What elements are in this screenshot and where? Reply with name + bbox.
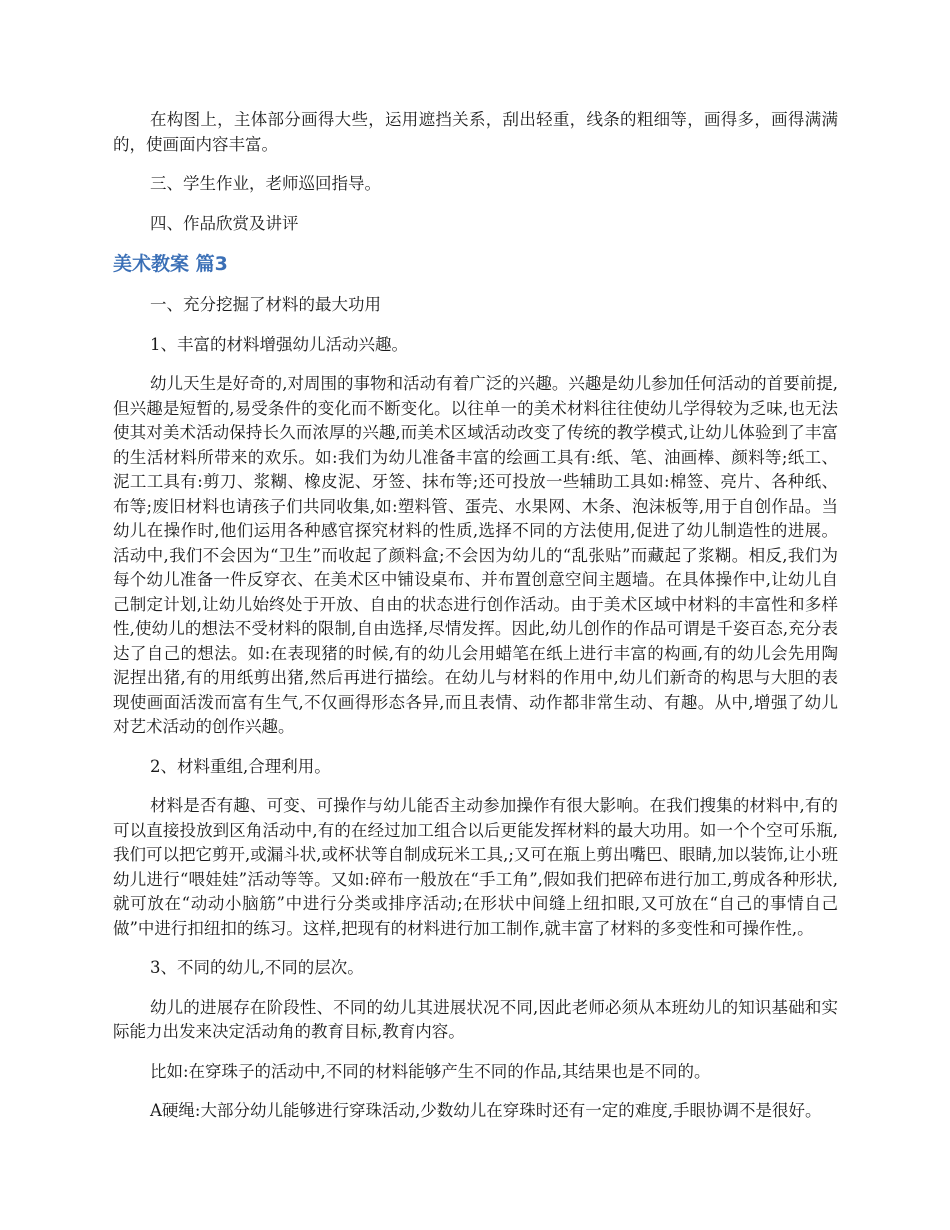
section-heading: 美术教案 篇3	[113, 253, 228, 275]
paragraph-body-3: 幼儿的进展存在阶段性、不同的幼儿其进展状况不同,因此老师必须从本班幼儿的知识基础和实际能力出发来决定活动角的教育目标,教育内容。	[113, 997, 838, 1041]
paragraph-point-one: 一、充分挖掘了材料的最大功用	[150, 295, 381, 314]
paragraph-subpoint-3: 3、不同的幼儿,不同的层次。	[150, 958, 364, 977]
paragraph-example: 比如:在穿珠子的活动中,不同的材料能够产生不同的作品,其结果也是不同的。	[150, 1061, 711, 1081]
paragraph-body-1: 幼儿天生是好奇的,对周围的事物和活动有着广泛的兴趣。兴趣是幼儿参加任何活动的首要前提,但兴趣是短暂的,易受条件的变化而不断变化。以往单一的美术材料往往使幼儿学得较为乏味,也无法使其对美术活动保持长久而浓厚的兴趣,而美术区域活动改变了传统的教学模式,让幼儿体验到了丰富的生活材料所带来的欢乐。如:我们为幼儿准备丰富的绘画工具有:纸、笔、油画棒、颜料等;纸工、泥工工具有:剪刀、浆糊、橡皮泥、牙签、抹布等;还可投放一些辅助工具如:棉签、亮片、各种纸、布等;废旧材料也请孩子们共同收集,如:塑料管、蛋壳、水果网、木条、泡沫板等,用于自创作品。当幼儿在操作时,他们运用各种感官探究材料的性质,选择不同的方法使用,促进了幼儿制造性的进展。活动中,我们不会因为“卫生”而收起了颜料盒;不会因为幼儿的“乱张贴”而藏起了浆糊。相反,我们为每个幼儿准备一件反穿衣、在美术区中铺设桌布、并布置创意空间主题墙。在具体操作中,让幼儿自己制定计划,让幼儿始终处于开放、自由的状态进行创作活动。由于美术区域中材料的丰富性和多样性,使幼儿的想法不受材料的限制,自由选择,尽情发挥。因此,幼儿创作的作品可谓是千姿百态,充分表达了自己的想法。如:在表现猪的时候,有的幼儿会用蜡笔在纸上进行丰富的构画,有的幼儿会先用陶泥捏出猪,有的用纸剪出猪,然后再进行描绘。在幼儿与材料的作用中,幼儿们新奇的构思与大胆的表现使画面活泼而富有生气,不仅画得形态各异,而且表情、动作都非常生动、有趣。从中,增强了幼儿对艺术活动的创作兴趣。	[113, 374, 838, 736]
paragraph-composition: 在构图上，主体部分画得大些，运用遮挡关系，刮出轻重，线条的粗细等，画得多，画得满满的，使画面内容丰富。	[113, 110, 838, 154]
document-page	[113, 108, 838, 1139]
paragraph-subpoint-2: 2、材料重组,合理利用。	[150, 756, 331, 776]
paragraph-step-four: 四、作品欣赏及讲评	[150, 213, 299, 233]
paragraph-body-2: 材料是否有趣、可变、可操作与幼儿能否主动参加操作有很大影响。在我们搜集的材料中,有的可以直接投放到区角活动中,有的在经过加工组合以后更能发挥材料的最大功用。如一个个空可乐瓶,我们可以把它剪开,或漏斗状,或杯状等自制成玩米工具,;又可在瓶上剪出嘴巴、眼睛,加以装饰,让小班幼儿进行“喂娃娃”活动等等。又如:碎布一般放在“手工角”,假如我们把碎布进行加工,剪成各种形状,就可放在“动动小脑筋”中进行分类或排序活动;在形状中间缝上纽扣眼,又可放在“自己的事情自己做”中进行扣纽扣的练习。这样,把现有的材料进行加工制作,就丰富了材料的多变性和可操作性,。	[113, 796, 838, 938]
paragraph-example-a: A硬绳:大部分幼儿能够进行穿珠活动,少数幼儿在穿珠时还有一定的难度,手眼协调不是很好。	[150, 1101, 822, 1120]
paragraph-subpoint-1: 1、丰富的材料增强幼儿活动兴趣。	[150, 334, 408, 354]
paragraph-step-three: 三、学生作业，老师巡回指导。	[150, 174, 381, 193]
